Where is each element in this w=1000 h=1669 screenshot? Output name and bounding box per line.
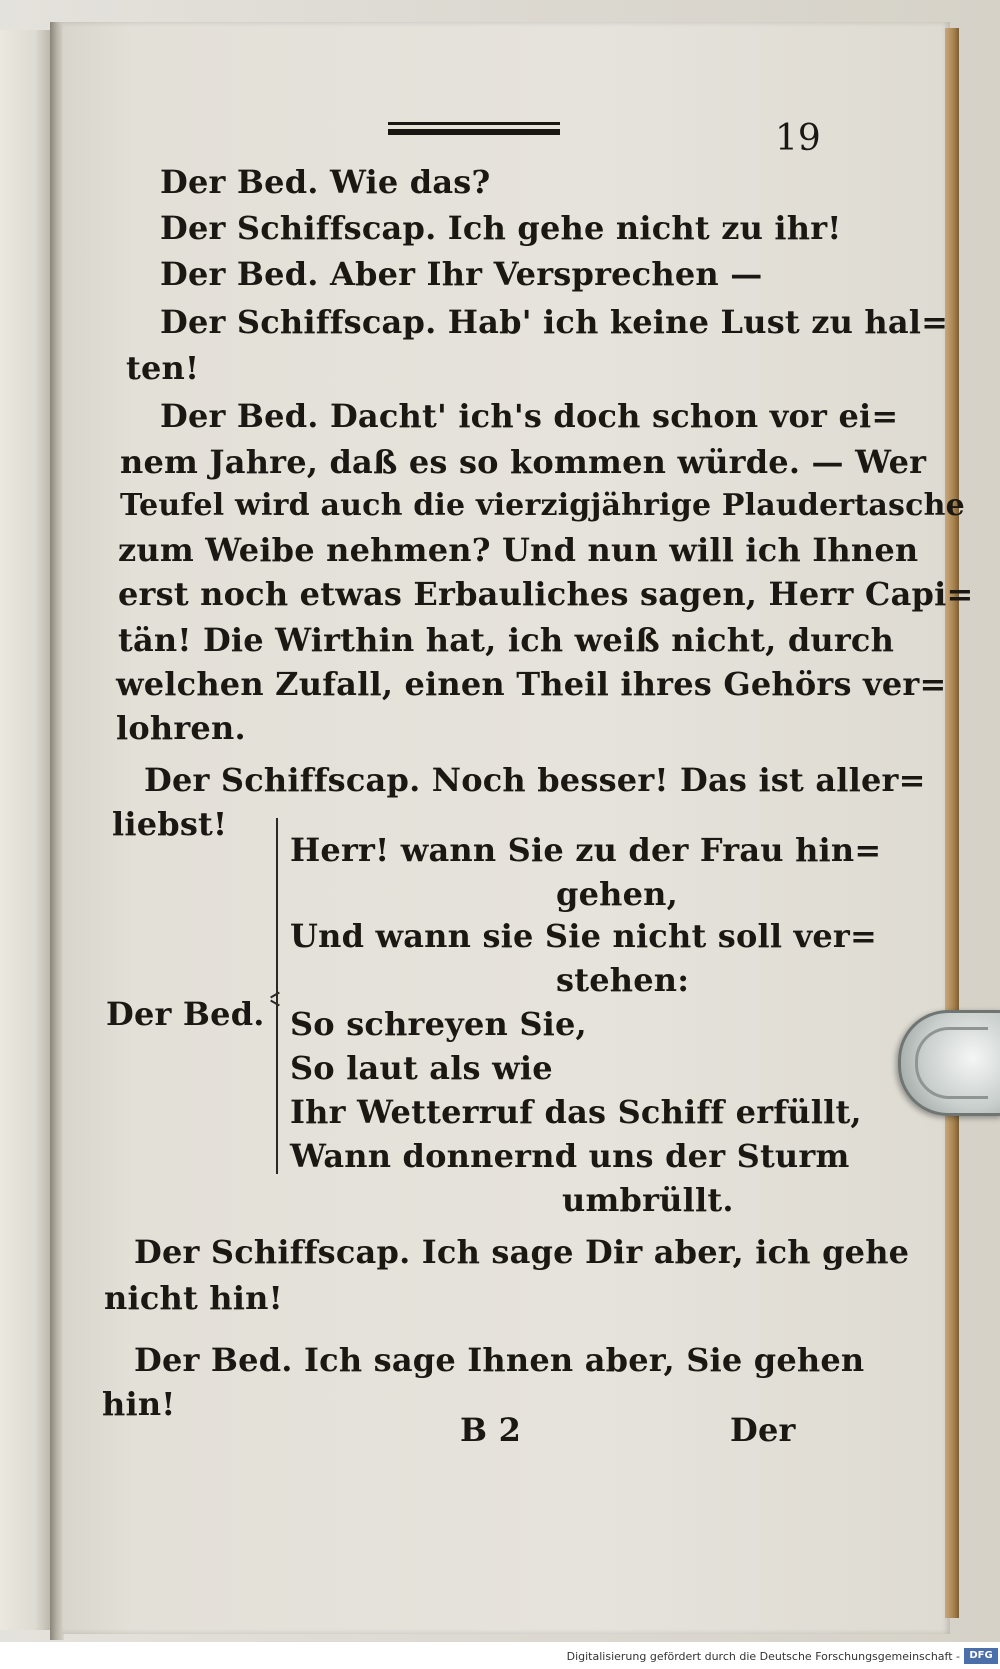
song-verse: stehen: bbox=[556, 961, 690, 999]
catchword: Der bbox=[730, 1411, 796, 1449]
clip-inner bbox=[915, 1027, 988, 1099]
text-line: zum Weibe nehmen? Und nun will ich Ihnen bbox=[118, 531, 919, 569]
song-verse: So laut als wie bbox=[290, 1049, 553, 1087]
text-line: nem Jahre, daß es so kommen würde. — Wer bbox=[120, 443, 927, 481]
text-line: Der Bed. Ich sage Ihnen aber, Sie gehen bbox=[134, 1341, 865, 1379]
page-number: 19 bbox=[775, 118, 821, 159]
text-line: Der Bed. Wie das? bbox=[160, 163, 491, 201]
text-line: liebst! bbox=[112, 805, 228, 843]
page-edge bbox=[945, 28, 959, 1618]
text-line: hin! bbox=[102, 1385, 176, 1423]
song-verse: gehen, bbox=[556, 875, 678, 913]
song-verse: umbrüllt. bbox=[562, 1181, 734, 1219]
text-line: Der Schiffscap. Ich gehe nicht zu ihr! bbox=[160, 209, 842, 247]
text-line: welchen Zufall, einen Theil ihres Gehörs ver= bbox=[116, 665, 947, 703]
text-line: Der Schiffscap. Hab' ich keine Lust zu hal= bbox=[160, 303, 949, 341]
text-line: Der Schiffscap. Noch besser! Das ist aller= bbox=[144, 761, 926, 799]
text-line: tän! Die Wirthin hat, ich weiß nicht, durch bbox=[118, 621, 895, 659]
text-line: Der Bed. Dacht' ich's doch schon vor ei= bbox=[160, 397, 899, 435]
song-verse: Herr! wann Sie zu der Frau hin= bbox=[290, 831, 882, 869]
song-verse: Ihr Wetterruf das Schiff erfüllt, bbox=[290, 1093, 862, 1131]
footer-credit: Digitalisierung gefördert durch die Deutsche Forschungsgemeinschaft - bbox=[566, 1650, 960, 1663]
song-verse: Wann donnernd uns der Sturm bbox=[290, 1137, 850, 1175]
signature-mark: B 2 bbox=[460, 1411, 522, 1449]
song-verse: So schreyen Sie, bbox=[290, 1005, 587, 1043]
dfg-logo: DFG bbox=[964, 1648, 998, 1664]
text-line: Der Bed. Aber Ihr Versprechen — bbox=[160, 255, 763, 293]
text-line: Der Schiffscap. Ich sage Dir aber, ich gehe bbox=[134, 1233, 910, 1271]
text-line: nicht hin! bbox=[104, 1279, 283, 1317]
header-rule bbox=[388, 122, 560, 138]
clip-icon bbox=[898, 1010, 1000, 1116]
song-verse: Und wann sie Sie nicht soll ver= bbox=[290, 917, 878, 955]
text-line: lohren. bbox=[116, 709, 246, 747]
text-line: ten! bbox=[126, 349, 200, 387]
song-speaker: Der Bed. bbox=[106, 995, 265, 1033]
text-line: erst noch etwas Erbauliches sagen, Herr Capi= bbox=[118, 575, 974, 613]
left-page-edge bbox=[0, 30, 52, 1630]
text-line: Teufel wird auch die vierzigjährige Plaudertasche bbox=[120, 488, 965, 523]
